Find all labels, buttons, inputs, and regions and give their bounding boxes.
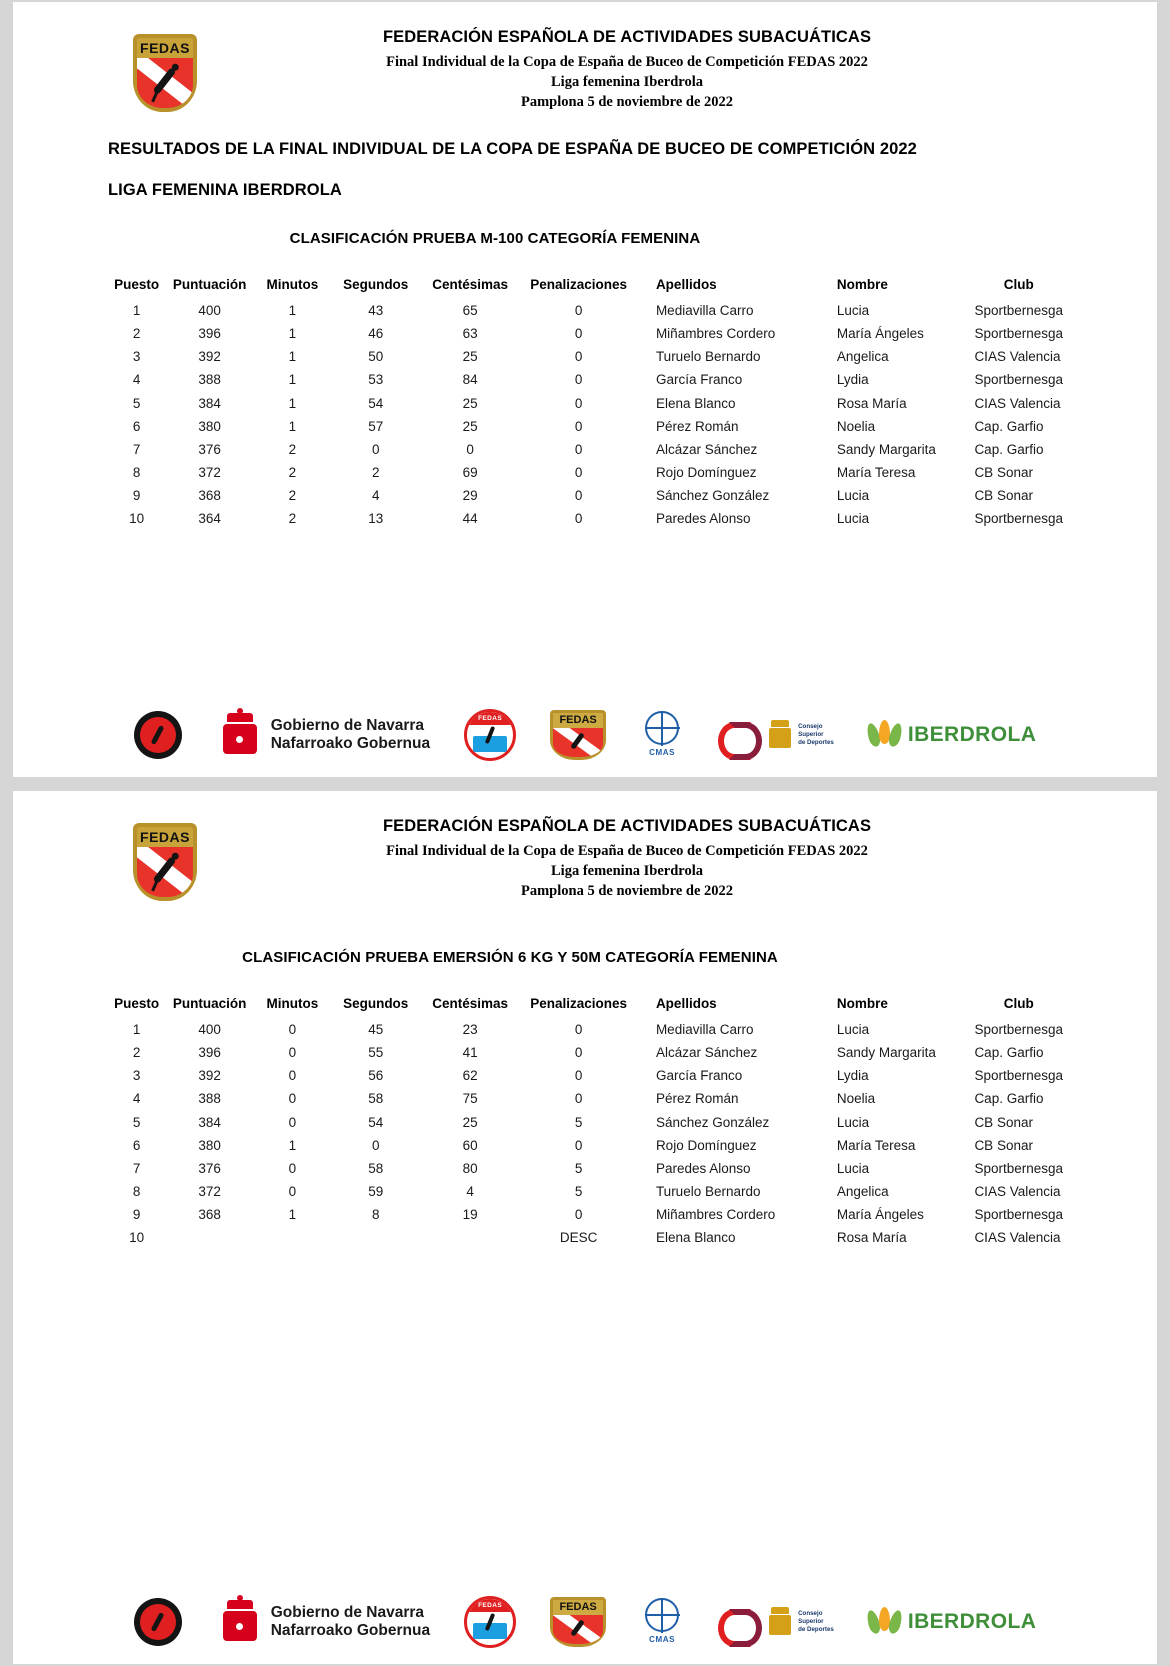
cell-puesto: 7 — [132, 441, 141, 457]
cell-apellidos: Rojo Domínguez — [655, 465, 757, 481]
cell-centesimas: 62 — [462, 1068, 478, 1084]
cell-minutos: 0 — [288, 1160, 297, 1176]
cell-club: CB Sonar — [974, 488, 1033, 504]
cell-puntuacion: 396 — [198, 1045, 221, 1061]
cell-segundos: 56 — [368, 1068, 384, 1084]
cell-centesimas: 23 — [462, 1022, 478, 1037]
col-header-nombre: Nombre — [836, 996, 888, 1011]
federation-title: FEDERACIÓN ESPAÑOLA DE ACTIVIDADES SUBACUÁTICAS — [382, 28, 872, 46]
cell-apellidos: Miñambres Cordero — [655, 326, 776, 342]
table-body-m100 — [108, 299, 1063, 531]
cell-minutos: 0 — [288, 1022, 297, 1037]
cell-puesto: 4 — [132, 1091, 141, 1107]
page1-results-wrap — [13, 277, 1157, 531]
page1-prueba-title: CLASIFICACIÓN PRUEBA M-100 CATEGORÍA FEMENINA — [289, 230, 701, 247]
page2-results-wrap — [13, 996, 1157, 1250]
cell-segundos — [331, 1226, 421, 1249]
navarra-crest-icon — [216, 1599, 264, 1645]
cell-minutos — [254, 1226, 330, 1249]
col-header-apellidos: Apellidos — [655, 277, 717, 292]
fedas-shield-word: FEDAS — [559, 1601, 597, 1613]
cell-minutos: 0 — [288, 1045, 297, 1061]
cell-penalizaciones: DESC — [559, 1230, 598, 1246]
cell-puntuacion: 384 — [198, 395, 221, 411]
cell-apellidos: Turuelo Bernardo — [655, 1184, 761, 1200]
cell-nombre: Angelica — [836, 349, 889, 365]
col-header-penalizaciones: Penalizaciones — [530, 996, 628, 1011]
subtitle-line-2: Liga femenina Iberdrola — [551, 74, 703, 90]
table-row — [108, 1203, 1063, 1226]
col-header-puntuacion: Puntuación — [172, 996, 247, 1011]
subtitle-line-2: Liga femenina Iberdrola — [551, 863, 703, 879]
cell-penalizaciones: 0 — [574, 1068, 583, 1084]
cell-centesimas: 63 — [462, 326, 478, 342]
table-row — [108, 368, 1063, 391]
page1-sponsor-footer — [13, 705, 1157, 765]
cell-puntuacion: 368 — [198, 488, 221, 504]
cell-puntuacion: 376 — [198, 441, 221, 457]
cell-minutos: 2 — [288, 488, 297, 504]
cell-penalizaciones: 0 — [574, 1022, 583, 1037]
cell-puesto: 2 — [132, 326, 141, 342]
csd-mark-icon — [718, 718, 762, 752]
cell-minutos: 1 — [288, 349, 297, 365]
table-row — [108, 322, 1063, 345]
cell-minutos: 0 — [288, 1184, 297, 1200]
navarra-label-es: Gobierno de Navarra — [270, 716, 425, 734]
cell-puntuacion: 392 — [198, 1068, 221, 1084]
cell-segundos: 54 — [368, 1114, 384, 1130]
cell-penalizaciones: 0 — [574, 372, 583, 388]
cell-puntuacion: 400 — [198, 1022, 221, 1037]
cell-centesimas: 80 — [462, 1160, 478, 1176]
cell-club: Cap. Garfio — [974, 441, 1044, 457]
cell-club: Cap. Garfio — [974, 1091, 1044, 1107]
cell-segundos: 43 — [368, 303, 384, 318]
sponsor-fedn — [134, 711, 182, 759]
sponsor-gobierno-navarra — [216, 1599, 430, 1645]
col-header-segundos: Segundos — [343, 996, 409, 1011]
cell-centesimas: 65 — [462, 303, 478, 318]
cell-segundos: 55 — [368, 1045, 384, 1061]
cell-penalizaciones: 0 — [574, 1045, 583, 1061]
table-row — [108, 438, 1063, 461]
document-page-2 — [13, 791, 1157, 1664]
col-header-centesimas: Centésimas — [432, 277, 509, 292]
sponsor-cmas — [640, 711, 684, 759]
table-row — [108, 507, 1063, 530]
fedas-logo-word: FEDAS — [140, 829, 190, 845]
cell-segundos: 54 — [368, 395, 384, 411]
navarra-label-eu: Nafarroako Gobernua — [270, 1622, 431, 1639]
fedas-circle-word: FEDAS — [478, 715, 503, 722]
cell-puntuacion: 392 — [198, 349, 221, 365]
cell-penalizaciones: 0 — [574, 326, 583, 342]
cell-penalizaciones: 5 — [574, 1114, 583, 1130]
table-row — [108, 1041, 1063, 1064]
csd-label-line-1: Consejo — [798, 1610, 823, 1618]
col-header-puesto: Puesto — [114, 277, 160, 292]
cell-nombre: Lucia — [836, 1160, 870, 1176]
cell-penalizaciones: 0 — [574, 349, 583, 365]
iberdrola-wordmark: IBERDROLA — [907, 1610, 1037, 1633]
col-header-minutos: Minutos — [266, 996, 319, 1011]
cell-club: CIAS Valencia — [974, 1230, 1061, 1246]
cell-puntuacion: 376 — [198, 1160, 221, 1176]
cell-puntuacion: 364 — [198, 511, 221, 527]
cell-club: CB Sonar — [974, 465, 1033, 481]
subtitle-line-3: Pamplona 5 de noviembre de 2022 — [521, 94, 733, 110]
cell-puesto: 9 — [132, 1207, 141, 1223]
cell-segundos: 46 — [368, 326, 384, 342]
cell-minutos: 0 — [288, 1068, 297, 1084]
cell-penalizaciones: 0 — [574, 1091, 583, 1107]
table-header-row — [108, 277, 1063, 299]
cell-apellidos: Turuelo Bernardo — [655, 349, 761, 365]
cell-nombre: Lucia — [836, 1114, 870, 1130]
cell-centesimas: 25 — [462, 418, 478, 434]
cell-club: Cap. Garfio — [974, 418, 1044, 434]
cell-puntuacion: 368 — [198, 1207, 221, 1223]
cell-centesimas: 19 — [462, 1207, 478, 1223]
table-row — [108, 1134, 1063, 1157]
cell-nombre: Lucia — [836, 488, 870, 504]
federation-title: FEDERACIÓN ESPAÑOLA DE ACTIVIDADES SUBACUÁTICAS — [382, 817, 872, 835]
table-row — [108, 345, 1063, 368]
cell-club: Sportbernesga — [974, 372, 1063, 388]
fedas-shield-icon — [550, 710, 606, 760]
cell-penalizaciones: 0 — [574, 1207, 583, 1223]
cmas-label: CMAS — [649, 1635, 676, 1644]
cell-club: Sportbernesga — [974, 1160, 1063, 1176]
cell-segundos: 53 — [368, 372, 384, 388]
col-header-puntuacion: Puntuación — [172, 277, 247, 292]
cell-puesto: 1 — [132, 303, 141, 318]
cell-apellidos: Pérez Román — [655, 1091, 739, 1107]
cell-club: CIAS Valencia — [974, 1184, 1061, 1200]
cell-apellidos: García Franco — [655, 372, 743, 388]
col-header-club: Club — [1003, 996, 1034, 1011]
cell-penalizaciones: 0 — [574, 1137, 583, 1153]
cell-nombre: María Teresa — [836, 1137, 916, 1153]
cell-puesto: 8 — [132, 465, 141, 481]
cell-penalizaciones: 0 — [574, 465, 583, 481]
csd-label-line-2: Superior — [798, 731, 824, 739]
table-row — [108, 1087, 1063, 1110]
results-table-m100 — [108, 277, 1063, 531]
cell-puntuacion: 400 — [198, 303, 221, 318]
cell-apellidos: Alcázar Sánchez — [655, 441, 758, 457]
cell-puesto: 2 — [132, 1045, 141, 1061]
cell-minutos: 1 — [288, 418, 297, 434]
cell-centesimas: 4 — [466, 1184, 474, 1200]
col-header-apellidos: Apellidos — [655, 996, 717, 1011]
cell-minutos: 1 — [288, 1137, 297, 1153]
cell-segundos: 58 — [368, 1160, 384, 1176]
table-header-row — [108, 996, 1063, 1018]
cell-club: Sportbernesga — [974, 326, 1063, 342]
table-row — [108, 415, 1063, 438]
table-body-emersion — [108, 1018, 1063, 1250]
cell-penalizaciones: 0 — [574, 488, 583, 504]
cell-minutos: 2 — [288, 441, 297, 457]
cell-minutos: 1 — [288, 1207, 297, 1223]
cell-puntuacion: 372 — [198, 1184, 221, 1200]
csd-label-line-3: de Deportes — [798, 1625, 834, 1633]
cell-penalizaciones: 0 — [574, 418, 583, 434]
cell-apellidos: Paredes Alonso — [655, 1160, 751, 1176]
cell-nombre: María Ángeles — [836, 1207, 924, 1223]
cell-puesto: 3 — [132, 1068, 141, 1084]
cell-puesto: 8 — [132, 1184, 141, 1200]
cell-centesimas: 25 — [462, 349, 478, 365]
cell-club: CB Sonar — [974, 1114, 1033, 1130]
table-row — [108, 461, 1063, 484]
fedas-circle-icon — [464, 709, 516, 761]
table-row — [108, 1157, 1063, 1180]
cell-nombre: Sandy Margarita — [836, 1045, 936, 1061]
csd-mark-icon — [718, 1605, 762, 1639]
cell-centesimas: 29 — [462, 488, 478, 504]
sponsor-fedas-shield — [550, 1597, 606, 1647]
cell-nombre: Lydia — [836, 372, 869, 388]
navarra-label-eu: Nafarroako Gobernua — [270, 735, 431, 752]
cell-minutos: 2 — [288, 511, 297, 527]
cell-nombre: Rosa María — [836, 395, 907, 411]
cell-minutos: 0 — [288, 1091, 297, 1107]
col-header-club: Club — [1003, 277, 1034, 292]
cell-apellidos: Elena Blanco — [655, 395, 736, 411]
fedn-logo-icon — [134, 1598, 182, 1646]
navarra-crest-icon — [216, 712, 264, 758]
cell-puntuacion: 396 — [198, 326, 221, 342]
cell-centesimas: 69 — [462, 465, 478, 481]
cell-segundos: 0 — [371, 441, 380, 457]
cell-apellidos: Alcázar Sánchez — [655, 1045, 758, 1061]
cell-segundos: 4 — [371, 488, 380, 504]
table-row — [108, 1226, 1063, 1249]
cell-puesto: 4 — [132, 372, 141, 388]
cell-segundos: 2 — [371, 465, 380, 481]
sponsor-iberdrola — [868, 1607, 1036, 1637]
cell-centesimas: 25 — [462, 1114, 478, 1130]
fedn-logo-icon — [134, 711, 182, 759]
cell-apellidos: Mediavilla Carro — [655, 1022, 754, 1037]
cell-club: Sportbernesga — [974, 511, 1063, 527]
cell-segundos: 45 — [368, 1022, 384, 1037]
cell-nombre: María Ángeles — [836, 326, 924, 342]
cell-puesto: 10 — [129, 1230, 145, 1246]
cell-centesimas: 0 — [466, 441, 474, 457]
page1-masthead — [13, 2, 1157, 112]
col-header-segundos: Segundos — [343, 277, 409, 292]
page2-sponsor-footer — [13, 1592, 1157, 1652]
cell-puesto: 3 — [132, 349, 141, 365]
cell-puesto: 7 — [132, 1160, 141, 1176]
cell-centesimas: 75 — [462, 1091, 478, 1107]
table-row — [108, 1111, 1063, 1134]
col-header-penalizaciones: Penalizaciones — [530, 277, 628, 292]
cell-apellidos: Paredes Alonso — [655, 511, 751, 527]
cell-centesimas: 25 — [462, 395, 478, 411]
page2-masthead — [13, 791, 1157, 901]
sponsor-gobierno-navarra — [216, 712, 430, 758]
cell-puesto: 10 — [129, 511, 145, 527]
table-row — [108, 1180, 1063, 1203]
results-title-line-2: LIGA FEMENINA IBERDROLA — [108, 181, 342, 199]
cell-segundos: 13 — [368, 511, 384, 527]
cell-apellidos: Rojo Domínguez — [655, 1137, 757, 1153]
table-row — [108, 392, 1063, 415]
csd-crest-icon — [767, 720, 793, 750]
cell-nombre: María Teresa — [836, 465, 916, 481]
sponsor-fedas-circle — [464, 1596, 516, 1648]
csd-crest-icon — [767, 1607, 793, 1637]
navarra-label-es: Gobierno de Navarra — [270, 1603, 425, 1621]
fedas-shield-icon — [550, 1597, 606, 1647]
cell-nombre: Rosa María — [836, 1230, 907, 1246]
cell-penalizaciones: 0 — [574, 511, 583, 527]
cell-nombre: Noelia — [836, 418, 876, 434]
cell-puntuacion: 388 — [198, 372, 221, 388]
sponsor-fedas-circle — [464, 709, 516, 761]
cell-nombre: Angelica — [836, 1184, 889, 1200]
cell-puesto: 6 — [132, 418, 141, 434]
col-header-minutos: Minutos — [266, 277, 319, 292]
cell-puntuacion: 372 — [198, 465, 221, 481]
cell-segundos: 59 — [368, 1184, 384, 1200]
cell-segundos: 57 — [368, 418, 384, 434]
cell-penalizaciones: 5 — [574, 1160, 583, 1176]
cell-penalizaciones: 0 — [574, 395, 583, 411]
subtitle-line-1: Final Individual de la Copa de España de Buceo de Competición FEDAS 2022 — [386, 54, 868, 70]
cell-minutos: 1 — [288, 326, 297, 342]
cell-puntuacion: 380 — [198, 1137, 221, 1153]
page2-prueba-title: CLASIFICACIÓN PRUEBA EMERSIÓN 6 KG Y 50M CATEGORÍA FEMENINA — [242, 949, 778, 966]
csd-label-line-2: Superior — [798, 1618, 824, 1626]
cell-puesto: 5 — [132, 1114, 141, 1130]
sponsor-cmas — [640, 1598, 684, 1646]
cell-club: CIAS Valencia — [974, 349, 1061, 365]
cell-centesimas — [421, 1226, 520, 1249]
cell-nombre: Noelia — [836, 1091, 876, 1107]
col-header-centesimas: Centésimas — [432, 996, 509, 1011]
sponsor-fedn — [134, 1598, 182, 1646]
page1-doc-head — [13, 140, 1157, 200]
cell-puesto: 1 — [132, 1022, 141, 1037]
csd-label-line-3: de Deportes — [798, 738, 834, 746]
fedas-shield-word: FEDAS — [559, 714, 597, 726]
cell-puntuacion: 384 — [198, 1114, 221, 1130]
fedas-logo-icon — [133, 34, 197, 112]
cell-club: Sportbernesga — [974, 1068, 1063, 1084]
subtitle-line-3: Pamplona 5 de noviembre de 2022 — [521, 883, 733, 899]
cell-club: CB Sonar — [974, 1137, 1033, 1153]
results-title-line-1: RESULTADOS DE LA FINAL INDIVIDUAL DE LA COPA DE ESPAÑA DE BUCEO DE COMPETICIÓN 2022 — [108, 140, 917, 158]
cell-penalizaciones: 0 — [574, 303, 583, 318]
cell-apellidos: Sánchez González — [655, 488, 770, 504]
fedas-logo-word: FEDAS — [140, 40, 190, 56]
fedas-circle-icon — [464, 1596, 516, 1648]
cmas-label: CMAS — [649, 748, 676, 757]
fedas-logo-icon — [133, 823, 197, 901]
cell-nombre: Lucia — [836, 511, 870, 527]
document-page-1 — [13, 2, 1157, 777]
cell-centesimas: 84 — [462, 372, 478, 388]
cell-puesto: 6 — [132, 1137, 141, 1153]
cell-segundos: 8 — [371, 1207, 380, 1223]
col-header-nombre: Nombre — [836, 277, 888, 292]
csd-label-line-1: Consejo — [798, 723, 823, 731]
cell-apellidos: García Franco — [655, 1068, 743, 1084]
cell-club: CIAS Valencia — [974, 395, 1061, 411]
table-row — [108, 1018, 1063, 1041]
sponsor-csd — [718, 718, 834, 752]
cell-nombre: Lucia — [836, 303, 870, 318]
cell-puntuacion: 380 — [198, 418, 221, 434]
cell-minutos: 1 — [288, 372, 297, 388]
cell-club: Cap. Garfio — [974, 1045, 1044, 1061]
cell-minutos: 1 — [288, 395, 297, 411]
cmas-logo-icon — [640, 711, 684, 759]
cell-puntuacion: 388 — [198, 1091, 221, 1107]
cell-minutos: 1 — [288, 303, 297, 318]
cell-centesimas: 41 — [462, 1045, 478, 1061]
cell-club: Sportbernesga — [974, 1207, 1063, 1223]
cell-nombre: Sandy Margarita — [836, 441, 936, 457]
cell-club: Sportbernesga — [974, 303, 1063, 318]
sponsor-iberdrola — [868, 720, 1036, 750]
cell-nombre: Lydia — [836, 1068, 869, 1084]
cell-apellidos: Pérez Román — [655, 418, 739, 434]
cell-penalizaciones: 5 — [574, 1184, 583, 1200]
table-row — [108, 1064, 1063, 1087]
col-header-puesto: Puesto — [114, 996, 160, 1011]
cell-penalizaciones: 0 — [574, 441, 583, 457]
cell-puesto: 9 — [132, 488, 141, 504]
cell-centesimas: 44 — [462, 511, 478, 527]
cell-segundos: 50 — [368, 349, 384, 365]
iberdrola-leaves-icon — [868, 1607, 902, 1637]
iberdrola-leaves-icon — [868, 720, 902, 750]
table-row — [108, 484, 1063, 507]
cell-apellidos: Mediavilla Carro — [655, 303, 754, 318]
sponsor-csd — [718, 1605, 834, 1639]
iberdrola-wordmark: IBERDROLA — [907, 723, 1037, 746]
sponsor-fedas-shield — [550, 710, 606, 760]
cell-minutos: 0 — [288, 1114, 297, 1130]
cell-centesimas: 60 — [462, 1137, 478, 1153]
cell-nombre: Lucia — [836, 1022, 870, 1037]
cell-club: Sportbernesga — [974, 1022, 1063, 1037]
cell-segundos: 58 — [368, 1091, 384, 1107]
cell-puntuacion — [165, 1226, 254, 1249]
cell-apellidos: Elena Blanco — [655, 1230, 736, 1246]
table-row — [108, 299, 1063, 322]
cmas-logo-icon — [640, 1598, 684, 1646]
subtitle-line-1: Final Individual de la Copa de España de Buceo de Competición FEDAS 2022 — [386, 843, 868, 859]
cell-apellidos: Miñambres Cordero — [655, 1207, 776, 1223]
cell-segundos: 0 — [371, 1137, 380, 1153]
cell-apellidos: Sánchez González — [655, 1114, 770, 1130]
cell-puesto: 5 — [132, 395, 141, 411]
fedas-circle-word: FEDAS — [478, 1602, 503, 1609]
cell-minutos: 2 — [288, 465, 297, 481]
results-table-emersion — [108, 996, 1063, 1250]
